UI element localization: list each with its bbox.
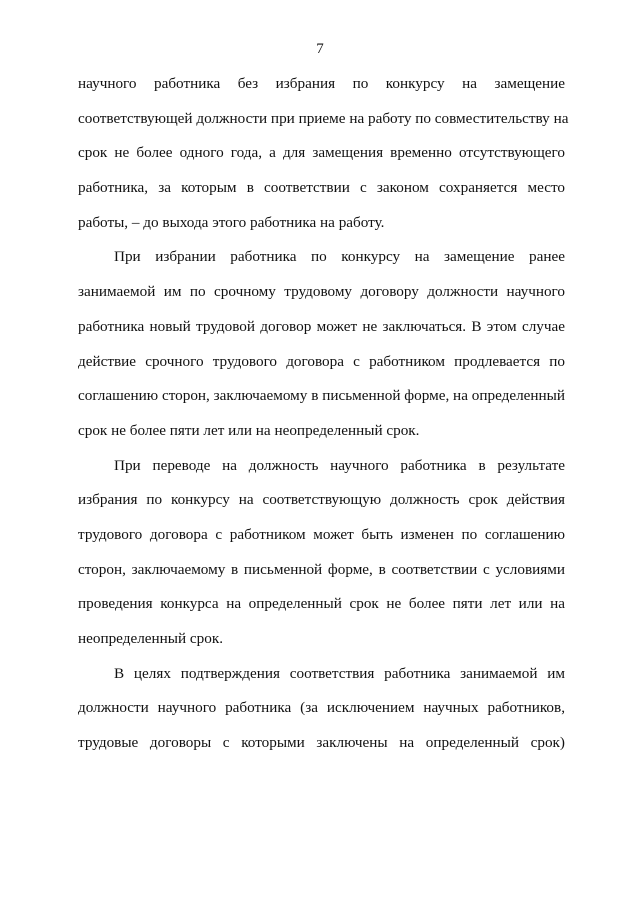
text-line: действие срочного трудового договора с работником продлевается по — [78, 352, 565, 370]
text-line: соглашению сторон, заключаемому в письменной форме, на определенный — [78, 387, 565, 405]
text-line: научного работника без избрания по конкурсу на замещение — [78, 75, 565, 92]
text-line: работника, за которым в соответствии с законом сохраняется место — [78, 179, 565, 197]
text-line: занимаемой им по срочному трудовому договору должности научного — [78, 283, 565, 301]
text-line: В целях подтверждения соответствия работника занимаемой им — [114, 664, 565, 682]
text-line: срок не более пяти лет или на неопределенный срок. — [78, 421, 420, 439]
text-line: трудовые договоры с которыми заключены на определенный срок) — [78, 734, 565, 752]
text-line: соответствующей должности при приеме на работу по совместительству на — [78, 109, 569, 127]
paragraph-4 — [78, 664, 565, 768]
text-line: работника новый трудовой договор может не заключаться. В этом случае — [78, 317, 565, 335]
text-line: При избрании работника по конкурсу на замещение ранее — [114, 248, 565, 266]
page-number: 7 — [316, 41, 324, 57]
text-line: работы, – до выхода этого работника на работу. — [78, 213, 385, 231]
text-line: неопределенный срок. — [78, 630, 224, 647]
text-line: сторон, заключаемому в письменной форме, в соответствии с условиями — [78, 560, 565, 578]
paragraph-3 — [78, 456, 565, 664]
text-line: срок не более одного года, а для замещения временно отсутствующего — [78, 144, 565, 162]
paragraph-1 — [78, 74, 569, 247]
text-line: проведения конкурса на определенный срок не более пяти лет или на — [78, 595, 565, 613]
text-line: При переводе на должность научного работника в результате — [114, 456, 565, 474]
paragraph-2 — [78, 247, 565, 455]
text-line: должности научного работника (за исключением научных работников, — [78, 699, 565, 717]
text-line: трудового договора с работником может быть изменен по соглашению — [78, 525, 565, 543]
text-line: избрания по конкурсу на соответствующую должность срок действия — [78, 491, 565, 509]
document-body — [78, 74, 569, 768]
